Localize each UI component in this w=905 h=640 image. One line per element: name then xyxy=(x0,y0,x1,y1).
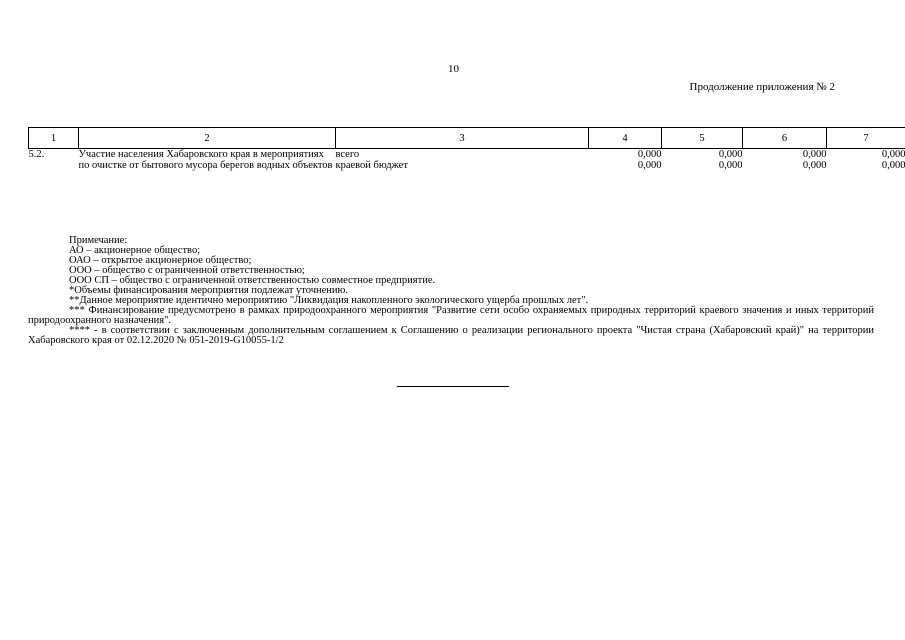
value-cell: 0,000 xyxy=(718,160,743,171)
appendix-continuation: Продолжение приложения № 2 xyxy=(689,81,835,93)
note-item: ООО – общество с ограниченной ответственностью; xyxy=(69,265,305,276)
funding-source: краевой бюджет xyxy=(335,160,408,171)
column-header-1: 1 xyxy=(29,128,79,149)
value-cell: 0,000 xyxy=(637,160,662,171)
note-item: ОАО – открытое акционерное общество; xyxy=(69,255,252,266)
column-header-2: 2 xyxy=(79,128,336,149)
table-row xyxy=(29,149,905,161)
activity-name: Участие населения Хабаровского края в мероприятиях по очистке от бытового мусора берегов водных объектов xyxy=(78,149,333,171)
page-number: 10 xyxy=(448,63,459,75)
activity-number: 5.2. xyxy=(28,149,45,160)
value-cell: 0,000 xyxy=(802,160,827,171)
notes-section xyxy=(28,236,874,346)
funding-source: всего xyxy=(335,149,360,160)
financing-table xyxy=(28,127,905,171)
note-item: **** - в соответствии с заключенным дополнительным соглашением к Соглашению о реализации регионального проекта "Чистая страна (Хабаровский край)" на территории Хабаровского края от 02.12.2020 № 051-2019-G10055-1/2 xyxy=(28,325,874,346)
value-cell: 0,000 xyxy=(802,149,827,160)
notes-title: Примечание: xyxy=(69,235,128,246)
note-item: *** Финансирование предусмотрено в рамках природоохранного мероприятия "Развитие сети особо охраняемых природных территорий краевого значения и иных территорий природоохранного назначения". xyxy=(28,305,874,326)
column-header-6: 6 xyxy=(743,128,827,149)
column-header-5: 5 xyxy=(662,128,743,149)
note-item: АО – акционерное общество; xyxy=(69,245,201,256)
note-item: *Объемы финансирования мероприятия подлежат уточнению. xyxy=(69,285,348,296)
value-cell: 0,000 xyxy=(637,149,662,160)
value-cell: 0,000 xyxy=(881,149,905,160)
value-cell: 0,000 xyxy=(881,160,905,171)
column-header-3: 3 xyxy=(336,128,589,149)
separator-line xyxy=(397,386,509,387)
note-item: ООО СП – общество с ограниченной ответственностью совместное предприятие. xyxy=(69,275,436,286)
column-number-row xyxy=(29,128,905,149)
note-item: **Данное мероприятие идентично мероприятию "Ликвидация накопленного экологического ущерба прошлых лет". xyxy=(69,295,589,306)
column-header-4: 4 xyxy=(589,128,662,149)
column-header-7: 7 xyxy=(827,128,905,149)
value-cell: 0,000 xyxy=(718,149,743,160)
